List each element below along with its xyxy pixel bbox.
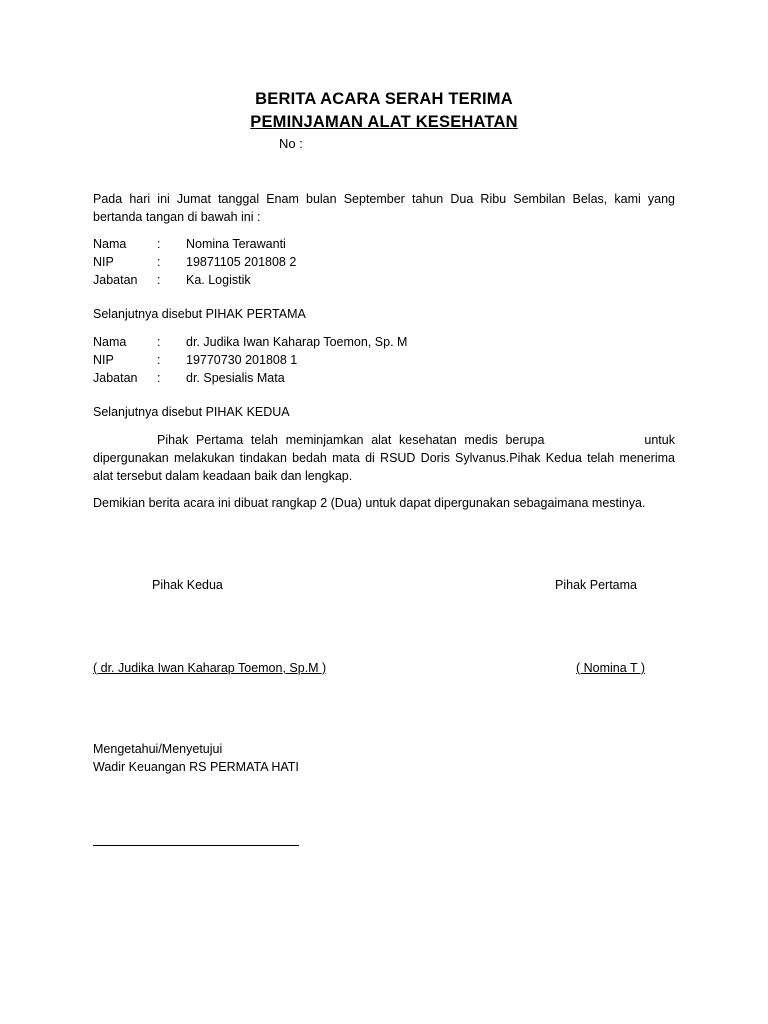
row-label: Nama — [93, 237, 127, 251]
statement-part1: Pihak Pertama telah meminjamkan alat kesehatan medis berupa — [157, 433, 545, 447]
row-value: 19770730 201808 1 — [186, 353, 298, 367]
row-label: Jabatan — [93, 371, 138, 385]
row-label: Jabatan — [93, 273, 138, 287]
signature-right-title: Pihak Pertama — [555, 578, 637, 592]
document-title-line1: BERITA ACARA SERAH TERIMA — [255, 90, 513, 108]
row-separator: : — [157, 371, 161, 385]
signature-left-title: Pihak Kedua — [152, 578, 223, 592]
row-label: NIP — [93, 255, 114, 269]
document-title-line2: PEMINJAMAN ALAT KESEHATAN — [250, 113, 518, 131]
row-value: dr. Spesialis Mata — [186, 371, 285, 385]
statement-part2: untuk dipergunakan melakukan tindakan bedah mata di RSUD Doris Sylvanus.Pihak Kedua telah menerima alat tersebut dalam keadaan baik dan lengkap. — [93, 433, 675, 483]
first-party-designation: Selanjutnya disebut PIHAK PERTAMA — [93, 307, 306, 321]
signature-left-name: ( dr. Judika Iwan Kaharap Toemon, Sp.M ) — [93, 661, 327, 675]
row-value: Ka. Logistik — [186, 273, 251, 287]
row-separator: : — [157, 237, 161, 251]
row-separator: : — [157, 335, 161, 349]
closing-paragraph: Demikian berita acara ini dibuat rangkap 2 (Dua) untuk dapat dipergunakan sebagaimana mestinya. — [93, 496, 646, 510]
signature-right-name: ( Nomina T ) — [576, 661, 646, 675]
row-label: NIP — [93, 353, 114, 367]
statement-paragraph — [93, 431, 675, 485]
second-party-designation: Selanjutnya disebut PIHAK KEDUA — [93, 405, 290, 419]
document-number-label: No : — [279, 136, 303, 151]
row-separator: : — [157, 273, 161, 287]
row-separator: : — [157, 255, 161, 269]
row-value: dr. Judika Iwan Kaharap Toemon, Sp. M — [186, 335, 408, 349]
intro-paragraph: Pada hari ini Jumat tanggal Enam bulan September tahun Dua Ribu Sembilan Belas, kami yang bertanda tangan di bawah ini : — [93, 192, 675, 224]
approval-line2: Wadir Keuangan RS PERMATA HATI — [93, 760, 299, 774]
row-value: Nomina Terawanti — [186, 237, 286, 251]
row-value: 19871105 201808 2 — [186, 255, 297, 269]
row-separator: : — [157, 353, 161, 367]
approval-line1: Mengetahui/Menyetujui — [93, 742, 223, 756]
approval-signature-line — [93, 845, 299, 846]
row-label: Nama — [93, 335, 127, 349]
